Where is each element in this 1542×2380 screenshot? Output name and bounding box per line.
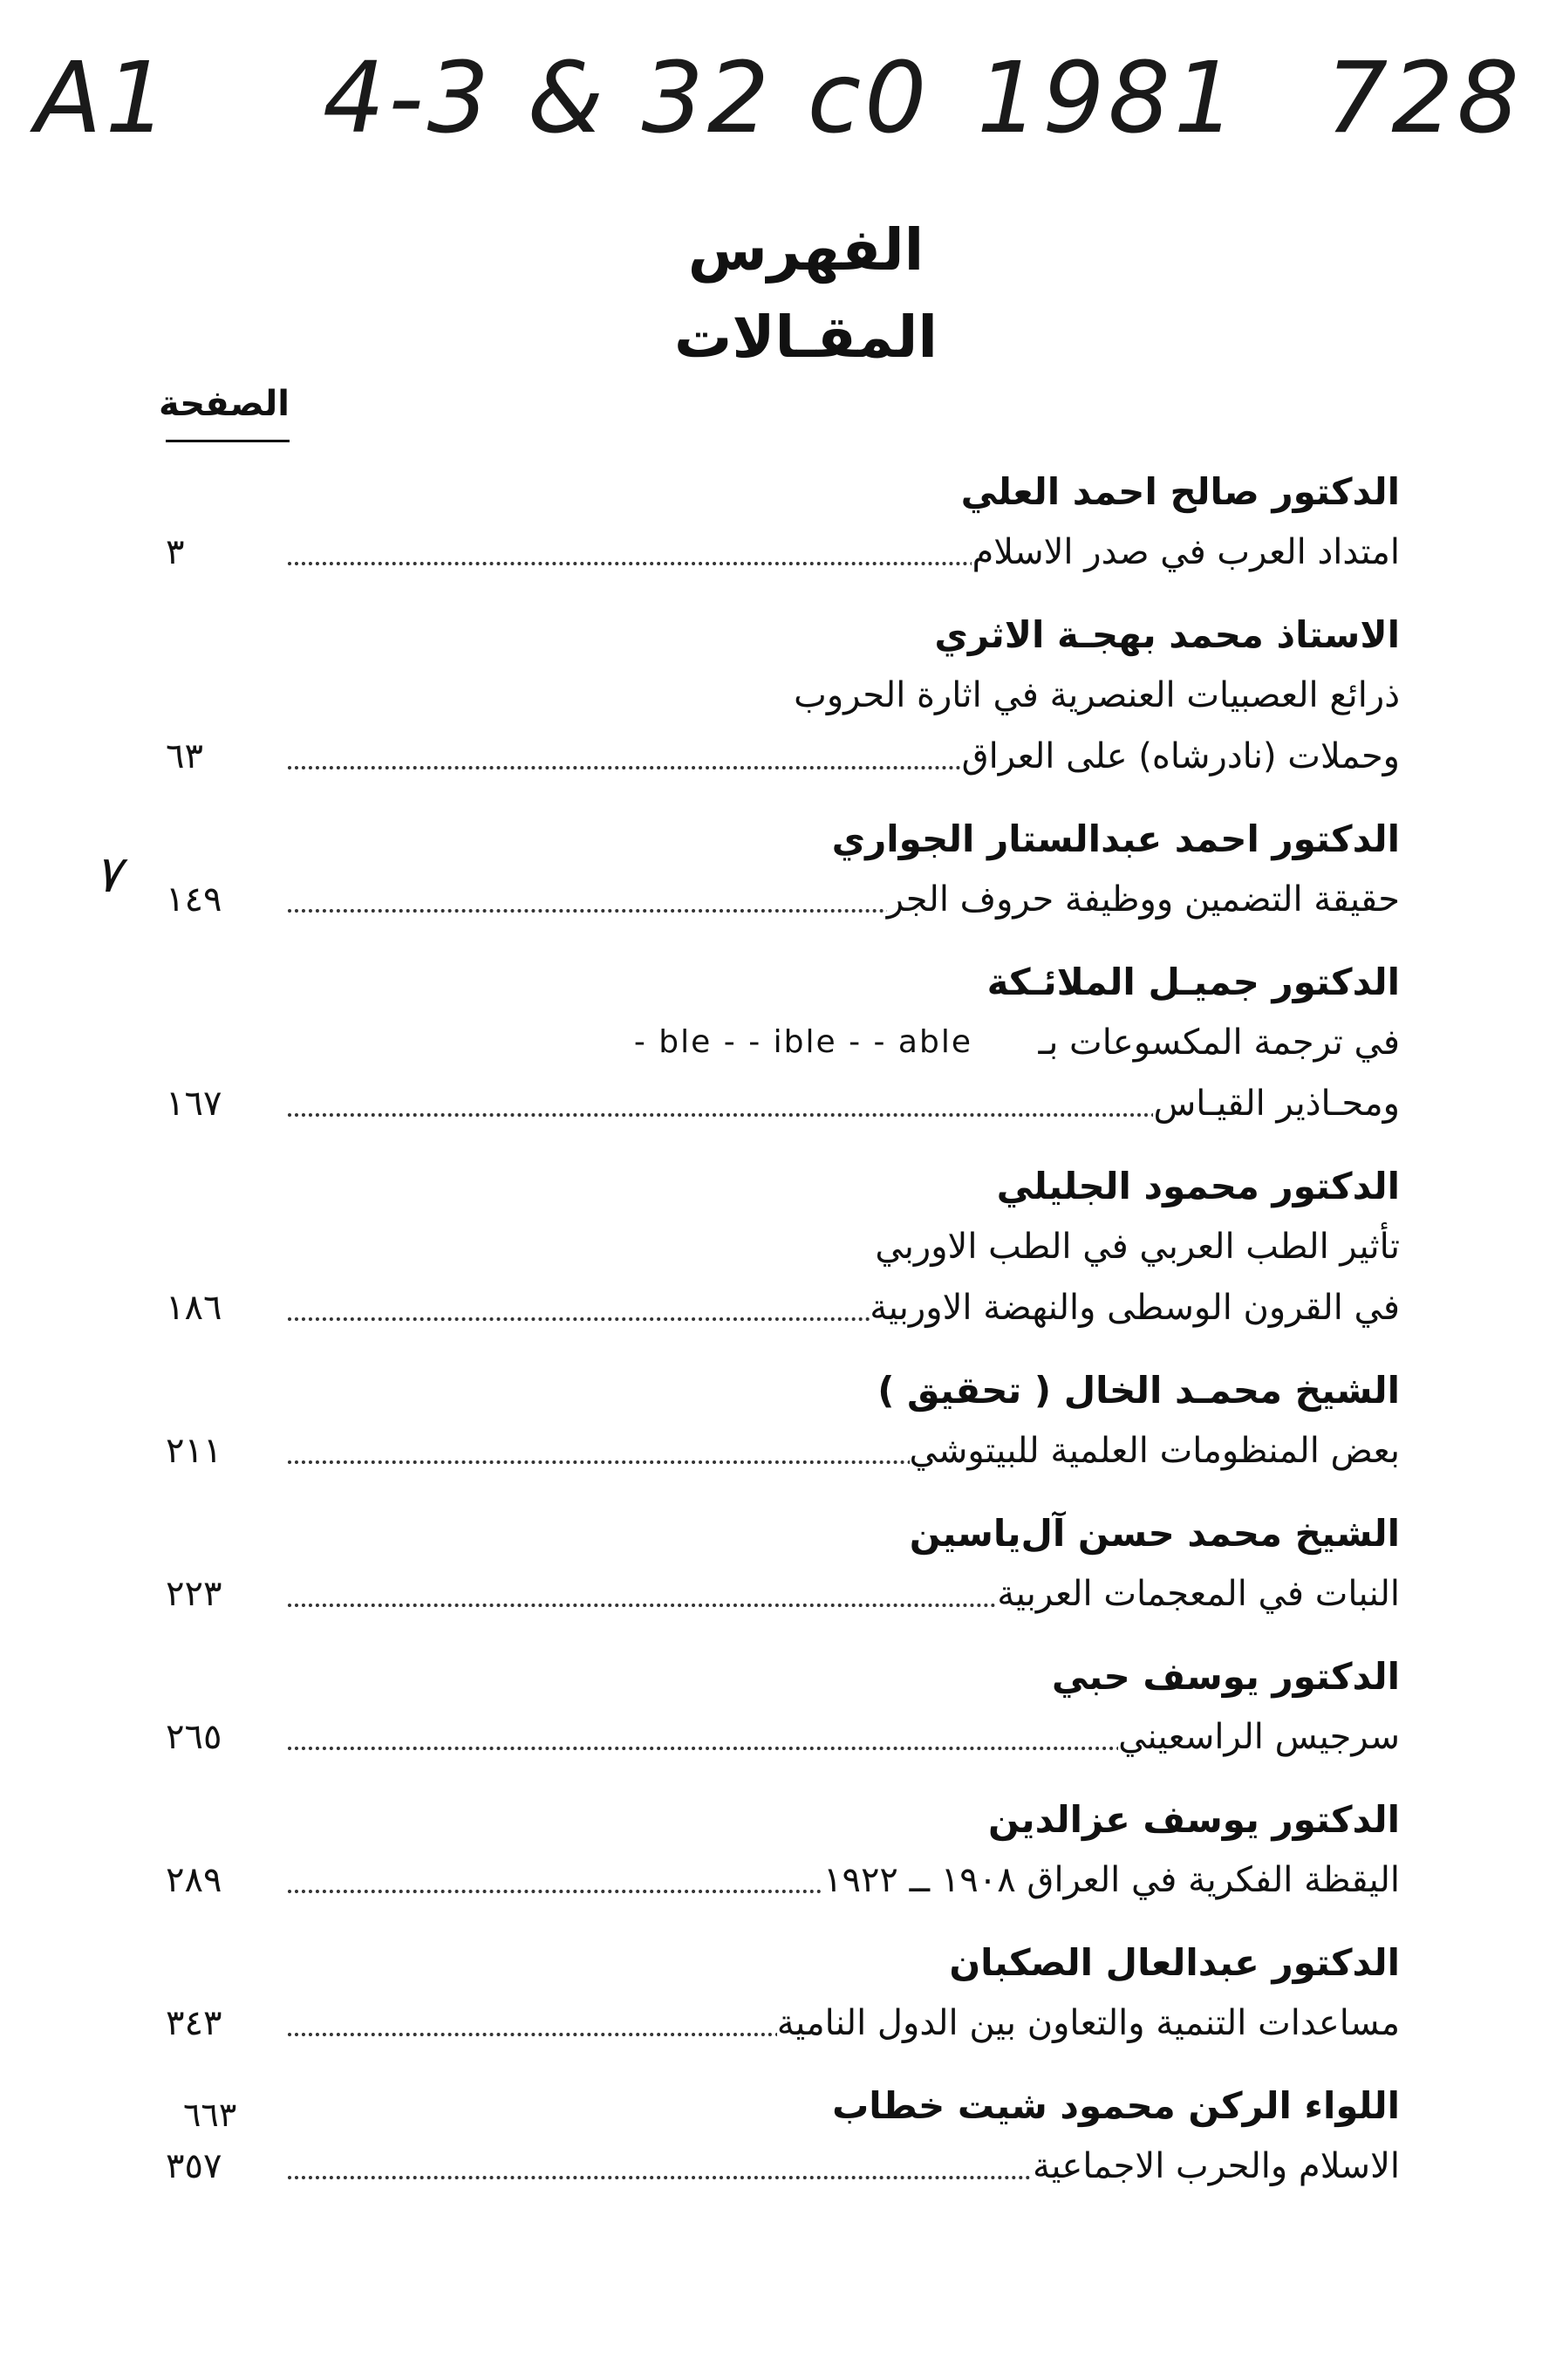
entry-author: الدكتور يوسف حبي xyxy=(1051,1655,1400,1698)
toc-entry xyxy=(166,1157,1400,1338)
entry-title-text: مساعدات التنمية والتعاون بين الدول النامية xyxy=(777,1993,1400,2054)
entry-title-text: في ترجمة المكسوعات بـ xyxy=(1038,1012,1400,1073)
table-of-contents xyxy=(166,462,1400,2219)
entry-page-number: ١٨٦ xyxy=(166,1288,222,1328)
handwritten-header xyxy=(35,16,1523,173)
toc-entry xyxy=(166,1361,1400,1481)
entry-title-text: اليقظة الفكرية في العراق ١٩٠٨ ــ ١٩٢٢ xyxy=(823,1850,1400,1911)
entry-author: الدكتور عبدالعال الصكبان xyxy=(949,1941,1400,1984)
entry-author: الدكتور يوسف عزالدين xyxy=(988,1798,1400,1841)
entry-title-text: الاسلام والحرب الاجماعية xyxy=(1033,2136,1400,2197)
toc-entry xyxy=(166,1790,1400,1911)
entry-title-text: ومحـاذير القيـاس xyxy=(1153,1073,1400,1134)
entry-page-number: ٢١١ xyxy=(166,1431,222,1471)
entry-page-number: ٣٤٣ xyxy=(166,2003,222,2043)
toc-entry xyxy=(166,1647,1400,1768)
entry-title-line xyxy=(166,1216,1400,1277)
entry-title-line xyxy=(166,869,1400,930)
entry-title-line xyxy=(166,1563,1400,1624)
entry-title-line xyxy=(166,1073,1400,1134)
page-title: الفهرس xyxy=(687,216,925,284)
entry-title-line xyxy=(166,665,1400,726)
latin-suffixes: - ble - - ible - - able xyxy=(633,1024,972,1060)
entry-author: الدكتور جميـل الملائـكة xyxy=(986,961,1400,1003)
entry-title-text: حقيقة التضمين ووظيفة حروف الجر xyxy=(887,869,1400,930)
entry-title-line xyxy=(166,1420,1400,1481)
entry-page-number: ٦٣ xyxy=(166,736,203,776)
entry-title-line xyxy=(166,1706,1400,1768)
toc-entry xyxy=(166,605,1400,787)
entry-page-number: ٣ xyxy=(166,532,185,572)
toc-entry xyxy=(166,1504,1400,1624)
entry-title-line xyxy=(166,1993,1400,2054)
entry-title-text: بعض المنظومات العلمية للبيتوشي xyxy=(910,1420,1400,1481)
entry-author: الدكتور احمد عبدالستار الجواري xyxy=(831,817,1400,860)
entry-author: الدكتور صالح احمد العلي xyxy=(960,470,1400,513)
entry-title-line xyxy=(166,522,1400,583)
entry-title-text: النبات في المعجمات العربية xyxy=(997,1563,1400,1624)
entry-title-line xyxy=(166,1277,1400,1338)
handwritten-code-a: A1 xyxy=(35,42,171,155)
entry-author: الاستاذ محمد بهجـة الاثري xyxy=(934,613,1400,656)
entry-author: اللواء الركن محمود شيت خطاب xyxy=(832,2084,1400,2127)
margin-mark: ٧ xyxy=(94,845,122,904)
entry-page-number: ٣٥٧ xyxy=(166,2146,222,2186)
entry-page-number: ٢٢٣ xyxy=(166,1574,222,1614)
entry-title-line xyxy=(166,726,1400,787)
page-subtitle: المقـالات xyxy=(674,304,938,371)
handwritten-code-b: 4-3 & 32 c0 xyxy=(323,42,931,155)
toc-entry xyxy=(166,2076,1400,2197)
page-column-header: الصفحة xyxy=(166,384,290,442)
entry-page-number: ١٤٩ xyxy=(166,879,222,920)
entry-title-text: ذرائع العصبيات العنصرية في اثارة الحروب xyxy=(794,665,1400,726)
entry-title-line xyxy=(166,1012,1400,1073)
entry-page-number: ١٦٧ xyxy=(166,1084,222,1124)
toc-entry xyxy=(166,1933,1400,2054)
entry-title-line xyxy=(166,1850,1400,1911)
entry-author: الشيخ محمد حسن آل‌ياسين xyxy=(909,1512,1400,1555)
entry-author: الشيخ محمـد الخال ( تحقيق ) xyxy=(877,1369,1400,1412)
entry-title-line xyxy=(166,2136,1400,2197)
entry-page-number: ٢٨٩ xyxy=(166,1860,222,1900)
handwritten-year: 1981 xyxy=(977,42,1240,155)
entry-title-text: امتداد العرب في صدر الاسلام xyxy=(972,522,1400,583)
entry-title-text: في القرون الوسطى والنهضة الاوربية xyxy=(870,1277,1400,1338)
entry-author: الدكتور محمود الجليلي xyxy=(996,1165,1400,1207)
total-pages: ٦٦٣ xyxy=(183,2096,237,2134)
entry-title-text: تأثير الطب العربي في الطب الاوربي xyxy=(875,1216,1400,1277)
toc-entry xyxy=(166,462,1400,583)
entry-title-text: وحملات (نادرشاه) على العراق xyxy=(962,726,1400,787)
handwritten-number: 728 xyxy=(1326,42,1523,155)
entry-title-text: سرجيس الراسعيني xyxy=(1118,1706,1400,1768)
toc-entry xyxy=(166,810,1400,930)
toc-entry xyxy=(166,953,1400,1134)
entry-page-number: ٢٦٥ xyxy=(166,1717,222,1757)
